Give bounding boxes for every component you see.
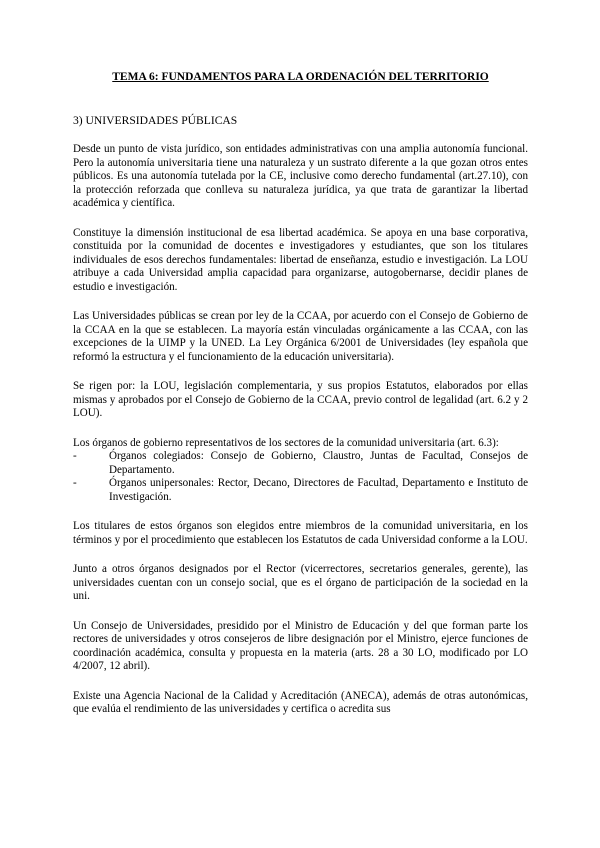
list-item	[73, 477, 528, 504]
paragraph-council-of-universities: Un Consejo de Universidades, presidido por el Ministro de Educación y del que forman parte los rectores de universidades y otros consejeros de libre designación por el Ministro, ejerce funciones de coordinación académica, consulta y propuesta en la materia (arts. 28 a 30 LO, modificado por LO 4/2007, 12 abril).	[73, 619, 528, 672]
list-item-collegiate-organs: Órganos colegiados: Consejo de Gobierno, Claustro, Juntas de Facultad, Consejos de Departamento.	[109, 450, 528, 476]
document-title: TEMA 6: FUNDAMENTOS PARA LA ORDENACIÓN DEL TERRITORIO	[112, 71, 489, 83]
paragraph-autonomy: Desde un punto de vista jurídico, son entidades administrativas con una amplia autonomía funcional. Pero la autonomía universitaria tiene una naturaleza y un sustrato diferente a la que gozan otros entes públicos. Es una autonomía tutelada por la CE, inclusive como derecho fundamental (art.27.10), con la protección reforzada que conlleva su naturaleza jurídica, ya que trata de garantizar la libertad académica y científica.	[73, 143, 528, 209]
paragraph-institutional-dimension: Constituye la dimensión institucional de esa libertad académica. Se apoya en una base corporativa, constituida por la comunidad de docentes e investigadores y estudiantes, que son los titulares individuales de esos derechos fundamentales: libertad de enseñanza, estudio e investigación. La LOU atribuye a cada Universidad amplia capacidad para organizarse, autogobernarse, decidir planes de estudio e investigación.	[73, 226, 528, 293]
paragraph-aneca: Existe una Agencia Nacional de la Calidad y Acreditación (ANECA), además de otras autonómicas, que evalúa el rendimiento de las universidades y certifica o acredita sus	[73, 689, 528, 715]
paragraph-regulation: Se rigen por: la LOU, legislación complementaria, y sus propios Estatutos, elaborados por ellas mismas y aprobados por el Consejo de Gobierno de la CCAA, previo control de legalidad (art. 6.2 y 2 LOU).	[73, 380, 528, 419]
paragraph-social-council: Junto a otros órganos designados por el Rector (vicerrectores, secretarios generales, gerente), las universidades cuentan con un consejo social, que es el órgano de participación de la sociedad en la uni.	[73, 563, 528, 602]
paragraph-creation: Las Universidades públicas se crean por ley de la CCAA, por acuerdo con el Consejo de Gobierno de la CCAA en la que se establecen. La mayoría están vinculadas orgánicamente a las CCAA, con las excepciones de la UIMP y la UNED. La Ley Orgánica 6/2001 de Universidades (ley española que reformó la estructura y el funcionamiento de la educación universitaria).	[73, 310, 528, 363]
governing-organs-intro: Los órganos de gobierno representativos de los sectores de la comunidad universitaria (art. 6.3):	[73, 436, 499, 449]
paragraph-election: Los titulares de estos órganos son elegidos entre miembros de la comunidad universitaria, en los términos y por el procedimiento que establecen los Estatutos de cada Universidad conforme a la LOU.	[73, 520, 528, 546]
governing-organs-list	[73, 437, 528, 505]
list-item-unipersonal-organs: Órganos unipersonales: Rector, Decano, Directores de Facultad, Departamento e Instituto de Investigación.	[109, 477, 528, 503]
list-item	[73, 450, 528, 477]
list-bullet: -	[73, 450, 77, 462]
section-heading: 3) UNIVERSIDADES PÚBLICAS	[73, 114, 238, 127]
list-bullet: -	[73, 477, 77, 489]
document-page	[73, 70, 528, 733]
